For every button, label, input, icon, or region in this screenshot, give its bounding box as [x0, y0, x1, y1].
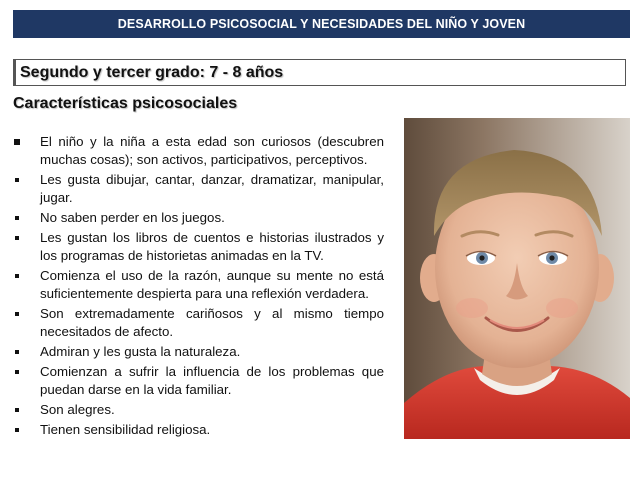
list-item-text: Admiran y les gusta la naturaleza.: [40, 344, 241, 359]
list-item: [14, 171, 384, 207]
child-portrait-photo: [404, 118, 630, 439]
list-item-text: Les gusta dibujar, cantar, danzar, dramatizar, manipular, jugar.: [40, 172, 384, 205]
bullet-marker-icon: [15, 350, 19, 354]
list-item-text: Comienza el uso de la razón, aunque su mente no está suficientemente despierta para una reflexión verdadera.: [40, 268, 384, 301]
bullet-marker-icon: [15, 236, 19, 240]
list-item: [14, 421, 384, 439]
list-item-text: Son extremadamente cariñosos y al mismo tiempo necesitados de afecto.: [40, 306, 384, 339]
section-heading: Características psicosociales: [13, 95, 238, 112]
list-item: [14, 305, 384, 341]
list-item-text: Les gustan los libros de cuentos e historias ilustrados y los programas de historietas animadas en la TV.: [40, 230, 384, 263]
list-item: [14, 133, 384, 169]
bullet-list: [14, 133, 384, 441]
bullet-marker-icon: [15, 370, 19, 374]
bullet-marker-icon: [15, 216, 19, 220]
bullet-marker-icon: [15, 428, 19, 432]
list-item: [14, 267, 384, 303]
bullet-marker-icon: [15, 408, 19, 412]
list-item-text: Son alegres.: [40, 402, 115, 417]
list-item: [14, 343, 384, 361]
bullet-marker-icon: [15, 312, 19, 316]
list-item: [14, 209, 384, 227]
list-item: [14, 229, 384, 265]
subtitle-box: [13, 59, 626, 86]
bullet-marker-icon: [14, 139, 20, 145]
list-item-text: No saben perder en los juegos.: [40, 210, 225, 225]
child-portrait-illustration: [404, 118, 630, 439]
list-item: [14, 363, 384, 399]
list-item-text: El niño y la niña a esta edad son curiosos (descubren muchas cosas); son activos, participativos, perceptivos.: [40, 134, 384, 167]
bullet-marker-icon: [15, 274, 19, 278]
list-item: [14, 401, 384, 419]
slide-subtitle: Segundo y tercer grado: 7 - 8 años: [20, 63, 284, 81]
bullet-marker-icon: [15, 178, 19, 182]
list-item-text: Tienen sensibilidad religiosa.: [40, 422, 211, 437]
slide-banner-title: DESARROLLO PSICOSOCIAL Y NECESIDADES DEL NIÑO Y JOVEN: [13, 10, 630, 38]
list-item-text: Comienzan a sufrir la influencia de los problemas que puedan darse en la vida familiar.: [40, 364, 384, 397]
